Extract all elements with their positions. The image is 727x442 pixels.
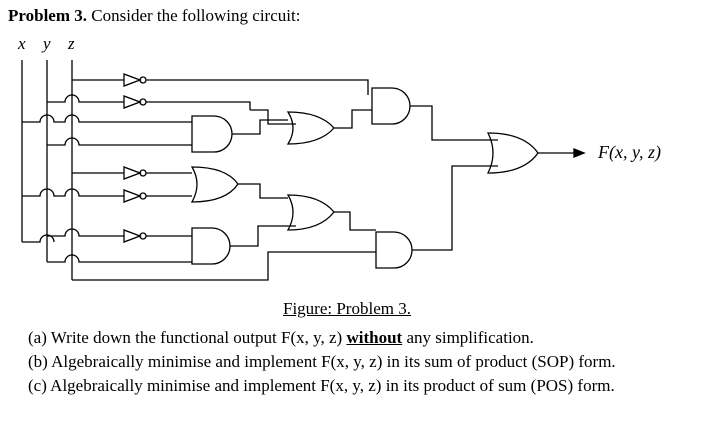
- input-label-y: y: [43, 34, 51, 53]
- question-a-tail: any simplification.: [402, 328, 534, 347]
- or-gate-1: [250, 110, 372, 144]
- and-gate-3: [192, 226, 296, 264]
- input-label-x: x: [18, 34, 26, 53]
- not-gates: [124, 74, 146, 242]
- and-gate-1: [192, 116, 288, 152]
- output-label: F(x, y, z): [598, 142, 661, 162]
- question-a: [28, 328, 534, 348]
- and-gate-2: [372, 88, 498, 140]
- and-gate-4: [290, 166, 498, 268]
- input-rails: [22, 60, 72, 280]
- or-gate-3: [288, 195, 376, 230]
- question-c: (c) Algebraically minimise and implement F(x, y, z) in its product of sum (POS) form.: [28, 376, 615, 395]
- problem-label: Problem 3.: [8, 6, 88, 25]
- or-gate-2: [192, 167, 288, 202]
- question-a-text: (a) Write down the functional output F(x, y, z): [28, 328, 347, 347]
- figure-caption: Figure: Problem 3.: [283, 299, 411, 318]
- question-a-emphasis: without: [346, 328, 403, 347]
- question-b: (b) Algebraically minimise and implement F(x, y, z) in its sum of product (SOP) form.: [28, 352, 616, 371]
- input-label-z: z: [68, 34, 75, 53]
- or-gate-final: [488, 133, 584, 173]
- problem-intro: Consider the following circuit:: [91, 6, 301, 25]
